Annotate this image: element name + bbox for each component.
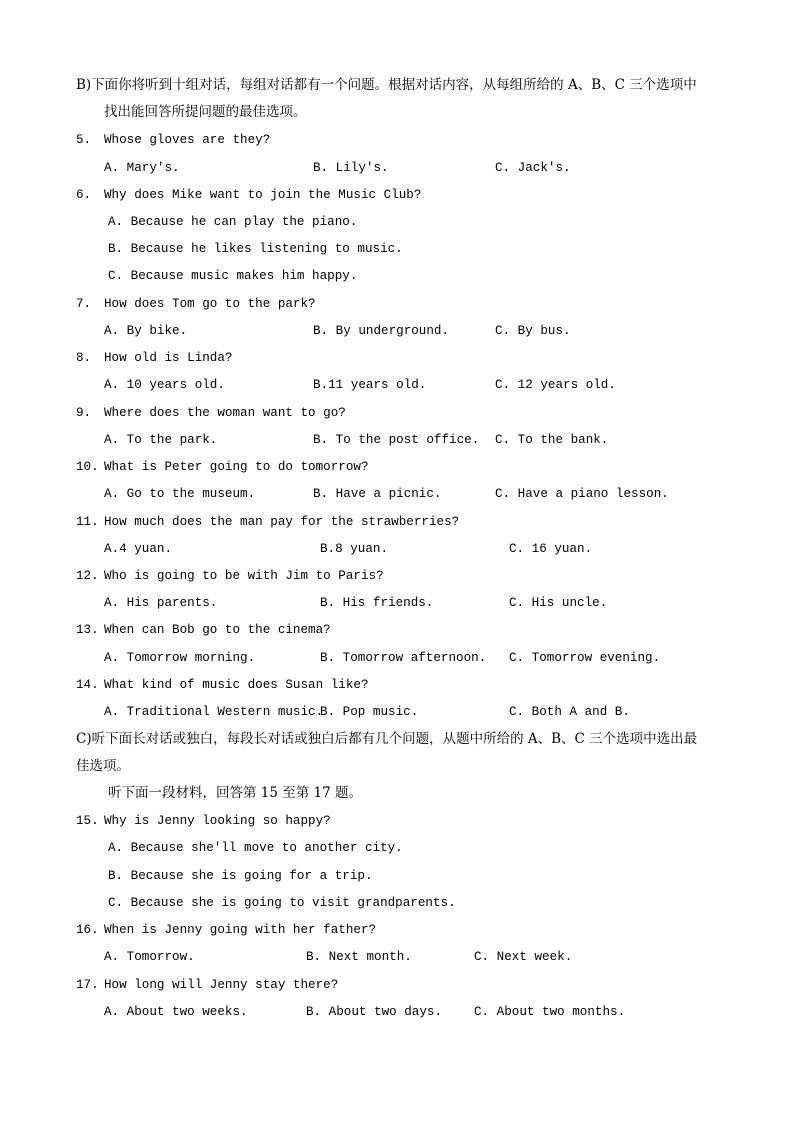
- question-number: 13.: [76, 623, 99, 637]
- question-number: 14.: [76, 678, 99, 692]
- option-c: C. Next week.: [474, 950, 573, 964]
- option-b: B. Tomorrow afternoon.: [320, 651, 487, 665]
- option-c: C. 12 years old.: [495, 378, 616, 392]
- option-a: A. About two weeks.: [104, 1005, 248, 1019]
- question-text: How much does the man pay for the strawberries?: [104, 515, 460, 529]
- question-number: 12.: [76, 569, 99, 583]
- section-c-sub-intro: 听下面一段材料，回答第 15 至第 17 题。: [108, 785, 363, 801]
- option-a: A. 10 years old.: [104, 378, 225, 392]
- option-c: C. By bus.: [495, 324, 571, 338]
- option-a: A. By bike.: [104, 324, 188, 338]
- option-b: B.11 years old.: [313, 378, 427, 392]
- option-b: B. By underground.: [313, 324, 450, 338]
- option-b: B. Pop music.: [320, 705, 419, 719]
- option-c: C. Because she is going to visit grandparents.: [108, 896, 456, 910]
- question-text: Where does the woman want to go?: [104, 406, 346, 420]
- question-number: 7.: [76, 297, 92, 311]
- question-text: How long will Jenny stay there?: [104, 978, 339, 992]
- question-text: What is Peter going to do tomorrow?: [104, 460, 369, 474]
- question-number: 5.: [76, 133, 92, 147]
- option-b: B. Have a picnic.: [313, 487, 442, 501]
- section-c-intro-line2: 佳选项。: [76, 758, 130, 774]
- option-b: B. To the post office.: [313, 433, 480, 447]
- question-text: Why does Mike want to join the Music Club?: [104, 188, 422, 202]
- option-b: B. Because he likes listening to music.: [108, 242, 403, 256]
- option-c: C. Both A and B.: [509, 705, 630, 719]
- option-a: A. Traditional Western music.: [104, 705, 324, 719]
- option-c: C. Because music makes him happy.: [108, 269, 358, 283]
- option-a: A. Because he can play the piano.: [108, 215, 358, 229]
- option-a: A.4 yuan.: [104, 542, 173, 556]
- option-c: C. Tomorrow evening.: [509, 651, 661, 665]
- option-a: A. His parents.: [104, 596, 218, 610]
- option-a: A. Go to the museum.: [104, 487, 256, 501]
- option-a: A. Tomorrow.: [104, 950, 195, 964]
- question-text: When can Bob go to the cinema?: [104, 623, 331, 637]
- option-b: B.8 yuan.: [320, 542, 389, 556]
- option-c: C. His uncle.: [509, 596, 608, 610]
- option-b: B. His friends.: [320, 596, 434, 610]
- question-number: 6.: [76, 188, 92, 202]
- option-a: A. Mary's.: [104, 161, 180, 175]
- question-number: 11.: [76, 515, 99, 529]
- question-number: 8.: [76, 351, 92, 365]
- question-number: 17.: [76, 978, 99, 992]
- section-b-intro-line1: B)下面你将听到十组对话，每组对话都有一个问题。根据对话内容，从每组所给的 A、B、C 三个选项中: [76, 77, 697, 93]
- section-b-intro-line2: 找出能回答所提问题的最佳选项。: [104, 104, 307, 120]
- question-number: 16.: [76, 923, 99, 937]
- option-a: A. Because she'll move to another city.: [108, 841, 403, 855]
- question-number: 10.: [76, 460, 99, 474]
- question-text: Why is Jenny looking so happy?: [104, 814, 331, 828]
- question-number: 15.: [76, 814, 99, 828]
- section-c-intro-line1: C)听下面长对话或独白，每段长对话或独白后都有几个问题，从题中所给的 A、B、C 三个选项中选出最: [76, 731, 698, 747]
- option-c: C. 16 yuan.: [509, 542, 593, 556]
- question-number: 9.: [76, 406, 92, 420]
- option-c: C. Jack's.: [495, 161, 571, 175]
- option-b: B. About two days.: [306, 1005, 443, 1019]
- option-c: C. About two months.: [474, 1005, 626, 1019]
- question-text: When is Jenny going with her father?: [104, 923, 377, 937]
- option-b: B. Lily's.: [313, 161, 389, 175]
- option-a: A. To the park.: [104, 433, 218, 447]
- question-text: Whose gloves are they?: [104, 133, 271, 147]
- question-text: Who is going to be with Jim to Paris?: [104, 569, 384, 583]
- option-a: A. Tomorrow morning.: [104, 651, 256, 665]
- question-text: What kind of music does Susan like?: [104, 678, 369, 692]
- option-b: B. Next month.: [306, 950, 412, 964]
- option-c: C. Have a piano lesson.: [495, 487, 669, 501]
- option-c: C. To the bank.: [495, 433, 609, 447]
- question-text: How old is Linda?: [104, 351, 233, 365]
- question-text: How does Tom go to the park?: [104, 297, 316, 311]
- option-b: B. Because she is going for a trip.: [108, 869, 373, 883]
